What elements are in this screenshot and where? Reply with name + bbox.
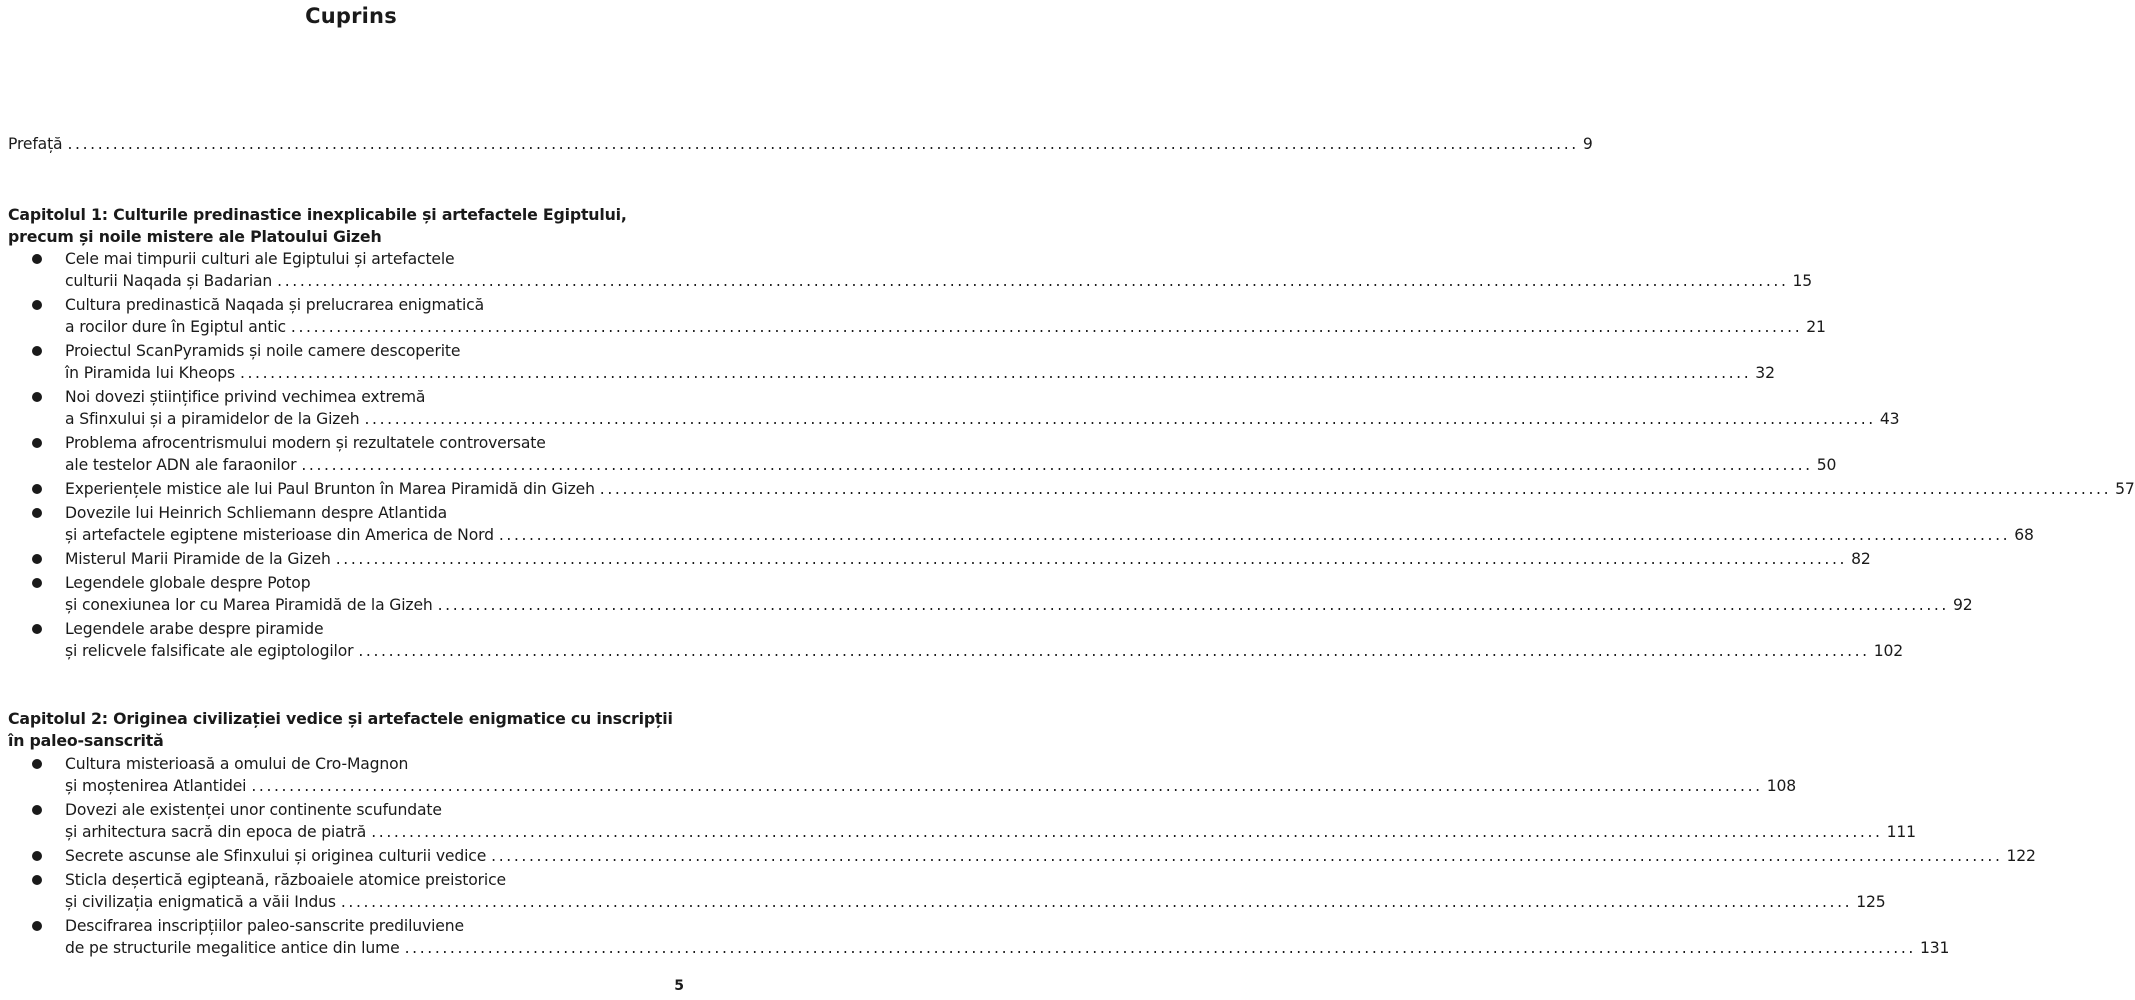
bullet-icon [32, 759, 42, 769]
bullet-icon [32, 438, 42, 448]
toc-page-number: 102 [1873, 642, 1904, 660]
toc-page-number: 43 [1879, 410, 1900, 428]
toc-entry-title: a rocilor dure în Egiptul antic [65, 318, 286, 336]
toc-entry-title: Prefață [8, 135, 63, 153]
toc-entry[interactable] [65, 821, 1916, 843]
bullet-icon [32, 392, 42, 402]
toc-entry[interactable] [65, 524, 2034, 546]
chapter-1-heading-line-2: precum și noile mistere ale Platoului Gizeh [8, 227, 382, 246]
toc-entry[interactable] [65, 408, 1900, 430]
toc-entry-title: și conexiunea lor cu Marea Piramidă de la Gizeh [65, 596, 433, 614]
leader-dots: ........................................................................................................................................................................................................ [251, 777, 1763, 795]
leader-dots: ........................................................................................................................................................................................................ [290, 318, 1803, 336]
chapter-2-heading-line-2: în paleo-sanscrită [8, 731, 164, 750]
toc-entry-title: a Sfinxului și a piramidelor de la Gizeh [65, 410, 360, 428]
toc-entry-line-1: Proiectul ScanPyramids și noile camere descoperite [65, 342, 461, 360]
toc-page-number: 108 [1766, 777, 1797, 795]
toc-entry-title: culturii Naqada și Badarian [65, 272, 273, 290]
leader-dots: ........................................................................................................................................................................................................ [371, 823, 1883, 841]
toc-entry[interactable] [65, 270, 1813, 292]
bullet-icon [32, 254, 42, 264]
leader-dots: ........................................................................................................................................................................................................ [358, 642, 1870, 660]
toc-entry-line-1: Legendele globale despre Potop [65, 574, 311, 592]
toc-entry-title: Secrete ascunse ale Sfinxului și originea culturii vedice [65, 847, 487, 865]
toc-page-number: 68 [2014, 526, 2034, 544]
leader-dots: ........................................................................................................................................................................................................ [277, 272, 1789, 290]
toc-page-number: 82 [1851, 550, 1871, 568]
toc-page-number: 15 [1792, 272, 1813, 290]
toc-entry[interactable] [65, 478, 2135, 500]
toc-page-number: 131 [1919, 939, 1950, 957]
leader-dots: ........................................................................................................................................................................................................ [404, 939, 1916, 957]
bullet-icon [32, 508, 42, 518]
bullet-icon [32, 484, 42, 494]
bullet-icon [32, 346, 42, 356]
toc-entry-title: de pe structurile megalitice antice din lume [65, 939, 400, 957]
toc-entry[interactable] [65, 454, 1837, 476]
leader-dots: ........................................................................................................................................................................................................ [498, 526, 2011, 544]
toc-entry[interactable] [65, 316, 1826, 338]
toc-entry-line-1: Legendele arabe despre piramide [65, 620, 324, 638]
toc-entry-line-1: Noi dovezi științifice privind vechimea extremă [65, 388, 426, 406]
toc-entry-title: și civilizația enigmatică a văii Indus [65, 893, 336, 911]
toc-entry-title: și moștenirea Atlantidei [65, 777, 247, 795]
toc-entry[interactable] [65, 594, 1973, 616]
toc-page-number: 9 [1582, 135, 1593, 153]
toc-page-number: 21 [1806, 318, 1826, 336]
toc-page-number: 125 [1856, 893, 1886, 911]
toc-page-number: 122 [2006, 847, 2036, 865]
leader-dots: ........................................................................................................................................................................................................ [364, 410, 1876, 428]
bullet-icon [32, 554, 42, 564]
bullet-icon [32, 578, 42, 588]
toc-entry-line-1: Descifrarea inscripțiilor paleo-sanscrite prediluviene [65, 917, 464, 935]
leader-dots: ........................................................................................................................................................................................................ [239, 364, 1752, 382]
toc-page-number: 57 [2115, 480, 2135, 498]
toc-entry-title: în Piramida lui Kheops [65, 364, 235, 382]
toc-entry-title: și artefactele egiptene misterioase din America de Nord [65, 526, 494, 544]
toc-entry[interactable] [65, 362, 1775, 384]
toc-entry-title: Misterul Marii Piramide de la Gizeh [65, 550, 331, 568]
leader-dots: ........................................................................................................................................................................................................ [437, 596, 1949, 614]
leader-dots: ........................................................................................................................................................................................................ [301, 456, 1813, 474]
bullet-icon [32, 300, 42, 310]
bullet-icon [32, 851, 42, 861]
toc-entry-title: ale testelor ADN ale faraonilor [65, 456, 297, 474]
toc-entry-line-1: Cultura misterioasă a omului de Cro-Magnon [65, 755, 409, 773]
toc-entry[interactable] [65, 845, 2036, 867]
toc-entry-line-1: Dovezile lui Heinrich Schliemann despre Atlantida [65, 504, 448, 522]
toc-entry-line-1: Cultura predinastică Naqada și prelucrarea enigmatică [65, 296, 484, 314]
toc-entry-title: și arhitectura sacră din epoca de piatră [65, 823, 367, 841]
toc-entry[interactable] [65, 640, 1904, 662]
chapter-2-heading-line-1: Capitolul 2: Originea civilizației vedice și artefactele enigmatice cu inscripții [8, 709, 673, 728]
toc-entry[interactable] [65, 548, 1871, 570]
bullet-icon [32, 805, 42, 815]
toc-entry-line-1: Problema afrocentrismului modern și rezultatele controversate [65, 434, 546, 452]
page-number: 5 [674, 978, 684, 994]
toc-page-number: 50 [1816, 456, 1837, 474]
toc-page-number: 32 [1755, 364, 1775, 382]
toc-entry[interactable] [65, 937, 1950, 959]
toc-entry-preface[interactable] [8, 133, 1593, 155]
toc-page-number: 111 [1886, 823, 1916, 841]
bullet-icon [32, 624, 42, 634]
bullet-icon [32, 875, 42, 885]
toc-entry-title: și relicvele falsificate ale egiptologilor [65, 642, 354, 660]
leader-dots: ........................................................................................................................................................................................................ [340, 893, 1853, 911]
page-title: Cuprins [305, 4, 397, 28]
toc-entry-line-1: Sticla deșertică egipteană, războaiele atomice preistorice [65, 871, 506, 889]
leader-dots: ........................................................................................................................................................................................................ [599, 480, 2112, 498]
leader-dots: ........................................................................................................................................................................................................ [491, 847, 2003, 865]
toc-entry-line-1: Cele mai timpurii culturi ale Egiptului și artefactele [65, 250, 455, 268]
toc-entry[interactable] [65, 775, 1797, 797]
chapter-1-heading-line-1: Capitolul 1: Culturile predinastice inexplicabile și artefactele Egiptului, [8, 205, 627, 224]
toc-entry[interactable] [65, 891, 1886, 913]
bullet-icon [32, 921, 42, 931]
toc-entry-title: Experiențele mistice ale lui Paul Brunton în Marea Piramidă din Gizeh [65, 480, 595, 498]
toc-page-number: 92 [1952, 596, 1973, 614]
toc-entry-line-1: Dovezi ale existenței unor continente scufundate [65, 801, 442, 819]
leader-dots: ........................................................................................................................................................................................................ [335, 550, 1848, 568]
leader-dots: ........................................................................................................................................................................................................ [67, 135, 1579, 153]
